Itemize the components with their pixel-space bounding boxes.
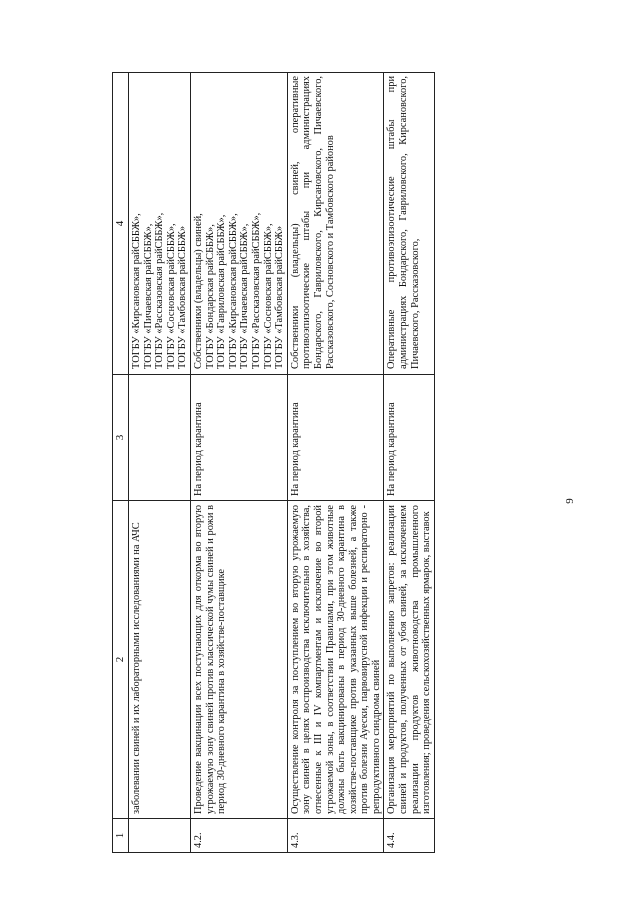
executors-cell: Собственники (владельцы) свиней, оперативные противоэпизоотические штабы при администрациях Бондарского, Гавриловского, Кирсановского, Пичаевского, Рассказовского, Сосновского и Тамбовского районов bbox=[287, 73, 384, 375]
measures-table bbox=[112, 72, 435, 853]
row-number: 4.2. bbox=[190, 819, 287, 853]
table-row bbox=[190, 73, 287, 853]
page-number: 9 bbox=[564, 498, 576, 504]
executors-cell bbox=[190, 73, 287, 375]
row-number: 4.4. bbox=[384, 819, 434, 853]
term-cell: На период карантина bbox=[384, 375, 434, 501]
executor-line: ТОГБУ «Тамбовская райСББЖ» bbox=[274, 225, 286, 369]
column-header-4: 4 bbox=[113, 73, 129, 375]
column-header-3: 3 bbox=[113, 375, 129, 501]
column-header-2: 2 bbox=[113, 501, 129, 819]
executors-cell: Оперативные противоэпизоотические штабы при администрациях Бондарского, Гавриловского, Кирсановского, Пичаевского, Рассказовского, bbox=[384, 73, 434, 375]
table-row bbox=[129, 73, 191, 853]
row-number: 4.3. bbox=[287, 819, 384, 853]
executor-line: ТОГБУ «Сосновская райСББЖ», bbox=[165, 223, 177, 369]
executor-line: ТОГБУ «Рассказовская райСББЖ», bbox=[154, 212, 166, 369]
column-header-1: 1 bbox=[113, 819, 129, 853]
executor-line: ТОГБУ «Гавриловская райСББЖ», bbox=[216, 214, 228, 369]
row-number bbox=[129, 819, 191, 853]
term-cell bbox=[129, 375, 191, 501]
executor-line: ТОГБУ «Пичаевская райСББЖ», bbox=[142, 223, 154, 369]
table-row bbox=[384, 73, 434, 853]
measure-cell: Проведение вакцинации всех поступающих для откорма во вторую угрожаемую зону свиней против классической чумы свиней и рожи в период 30-дневного карантина в хозяйстве-поставщике bbox=[190, 501, 287, 819]
rotated-landscape-content bbox=[112, 73, 582, 853]
executor-line: ТОГБУ «Кирсановская райСББЖ», bbox=[131, 213, 142, 369]
executor-line: ТОГБУ «Тамбовская райСББЖ» bbox=[177, 225, 189, 369]
term-cell: На период карантина bbox=[287, 375, 384, 501]
executors-cell bbox=[129, 73, 191, 375]
measure-cell: Осуществление контроля за поступлением во вторую угрожаемую зону свиней в целях воспроизводства исключительно в хозяйства, отнесенные к III и IV компартментам и исключение во второй угрожаемой зоны, в соответствии Правилами, при этом животные должны быть вакцинированы в период 30-дневного карантина в хозяйстве-поставщике против указанных выше болезней, а также против болезни Ауески, парвовирусной инфекции и респираторно - репродуктивного синдрома свиней bbox=[287, 501, 384, 819]
executor-line: ТОГБУ «Бондарская райСББЖ», bbox=[204, 224, 216, 369]
executor-line: Собственники (владельцы) свиней, bbox=[192, 213, 204, 369]
table-header-row bbox=[113, 73, 129, 853]
measure-cell: заболевании свиней и их лабораторными исследованиями на АЧС bbox=[129, 501, 191, 819]
executor-line: ТОГБУ «Рассказовская райСББЖ», bbox=[250, 212, 262, 369]
measure-cell: Организация мероприятий по выполнению запретов: реализации свиней и продуктов, полученных от убоя свиней, за исключением реализации продуктов животноводства промышленного изготовления; проведения сельскохозяйственных ярмарок, выставок bbox=[384, 501, 434, 819]
term-cell: На период карантина bbox=[190, 375, 287, 501]
table-row bbox=[287, 73, 384, 853]
executor-line: ТОГБУ «Кирсановская райСББЖ», bbox=[227, 213, 239, 369]
executor-line: ТОГБУ «Сосновская райСББЖ», bbox=[262, 223, 274, 369]
executor-line: ТОГБУ «Пичаевская райСББЖ», bbox=[239, 223, 251, 369]
